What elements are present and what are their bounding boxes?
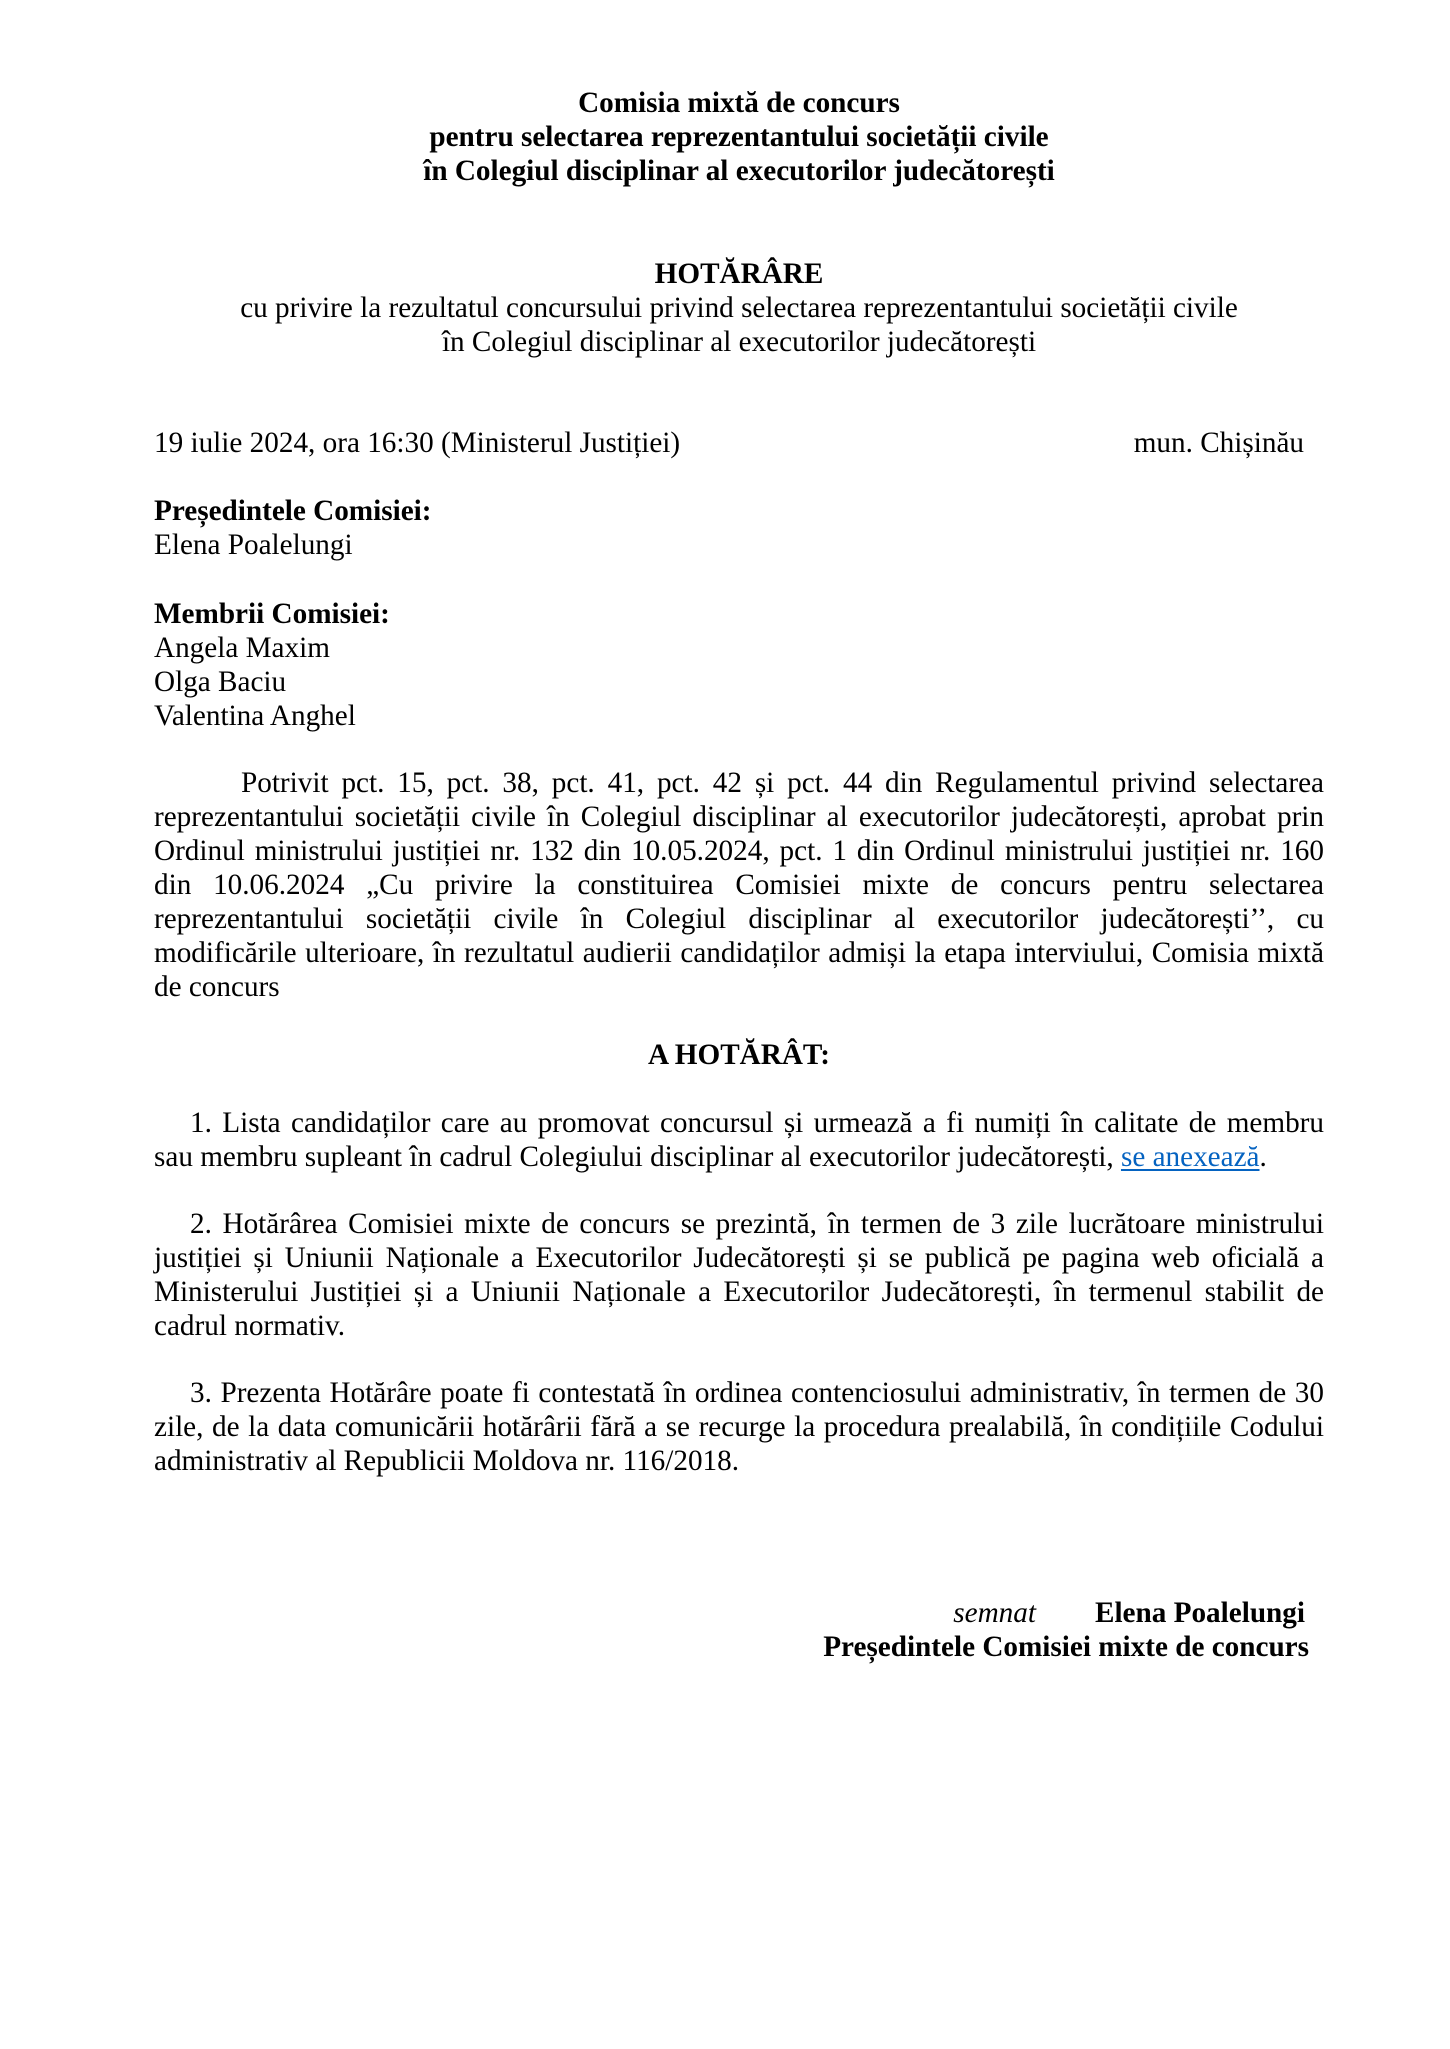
preamble-line: Potrivit pct. 15, pct. 38, pct. 41, pct. 42 și pct. 44 din Regulamentul privind selectarea (241, 767, 1324, 799)
item-line: administrativ al Republicii Moldova nr. 116/2018. (154, 1445, 740, 1477)
president-name: Elena Poalelungi (154, 529, 353, 561)
item-text: sau membru supleant în cadrul Colegiului disciplinar al executorilor judecătorești, (154, 1141, 1121, 1173)
members-block (154, 597, 1324, 733)
preamble-paragraph (154, 766, 1324, 1004)
item-text-end: . (1259, 1141, 1267, 1173)
item-line: cadrul normativ. (154, 1310, 346, 1342)
annex-link[interactable]: se anexează (1120, 1141, 1260, 1173)
president-block (154, 494, 1324, 562)
signature-block (154, 1596, 1324, 1664)
signature-line (154, 1596, 1324, 1630)
decision-title: HOTĂRÂRE (654, 258, 824, 290)
preamble-line: din 10.06.2024 „Cu privire la constituirea Comisiei mixte de concurs pentru selectarea (154, 869, 1324, 901)
preamble-line: de concurs (154, 971, 280, 1003)
header-line-1: Comisia mixtă de concurs (578, 87, 900, 119)
signatory-name: Elena Poalelungi (1094, 1597, 1305, 1629)
decision-subtitle-line-2: în Colegiul disciplinar al executorilor judecătorești (441, 326, 1037, 358)
preamble-line: reprezentantului societății civile în Colegiul disciplinar al executorilor judecătorești, aprobat prin (154, 801, 1324, 833)
signed-note: semnat (953, 1597, 1036, 1629)
member-name: Olga Baciu (154, 666, 287, 698)
decision-title-block (154, 257, 1324, 359)
item-text: Lista candidaților care au promovat concursul și urmează a fi numiți în calitate de membru (222, 1107, 1324, 1139)
date-place-row (154, 426, 1324, 460)
preamble-line: Ordinul ministrului justiției nr. 132 din 10.05.2024, pct. 1 din Ordinul ministrului justiției nr. 160 (154, 835, 1324, 867)
document-page (154, 86, 1324, 1664)
item-text: Hotărârea Comisiei mixte de concurs se prezintă, în termen de 3 zile lucrătoare ministrului (222, 1208, 1324, 1240)
date-place: 19 iulie 2024, ora 16:30 (Ministerul Justiției) (154, 427, 681, 459)
commission-header (154, 86, 1324, 188)
signatory-title: Președintele Comisiei mixte de concurs (823, 1631, 1309, 1663)
item-text: Prezenta Hotărâre poate fi contestată în ordinea contenciosului administrativ, în termen de 30 (220, 1377, 1324, 1409)
item-line: justiției și Uniunii Naționale a Executorilor Judecătorești și se publică pe pagina web oficială a (154, 1242, 1324, 1274)
item-line (154, 1140, 1324, 1174)
decision-subtitle-line-1: cu privire la rezultatul concursului privind selectarea reprezentantului societății civile (240, 292, 1238, 324)
resolution-heading: A HOTĂRÂT: (648, 1039, 830, 1071)
item-line: Ministerului Justiției și a Uniunii Naționale a Executorilor Judecătorești, în termenul stabilit de (154, 1276, 1324, 1308)
city: mun. Chișinău (1133, 427, 1304, 459)
resolution-item-1 (154, 1106, 1324, 1174)
member-name: Angela Maxim (154, 632, 330, 664)
resolution-item-2 (154, 1207, 1324, 1343)
item-number: 2. (190, 1208, 212, 1240)
members-label: Membrii Comisiei: (154, 598, 390, 630)
item-number: 1. (190, 1107, 212, 1139)
item-line: zile, de la data comunicării hotărârii fără a se recurge la procedura prealabilă, în condițiile Codului (154, 1411, 1324, 1443)
president-label: Președintele Comisiei: (154, 495, 432, 527)
item-line (154, 1207, 1324, 1241)
preamble-line: modificările ulterioare, în rezultatul audierii candidaților admiși la etapa interviului, Comisia mixtă (154, 937, 1324, 969)
resolution-item-3 (154, 1376, 1324, 1478)
header-line-2: pentru selectarea reprezentantului societății civile (429, 121, 1049, 153)
header-line-3: în Colegiul disciplinar al executorilor judecătorești (423, 155, 1055, 187)
item-line (154, 1106, 1324, 1140)
item-line (154, 1376, 1324, 1410)
item-number: 3. (190, 1377, 212, 1409)
preamble-line: reprezentantului societății civile în Colegiul disciplinar al executorilor judecătorești’’, cu (154, 903, 1324, 935)
member-name: Valentina Anghel (154, 700, 356, 732)
